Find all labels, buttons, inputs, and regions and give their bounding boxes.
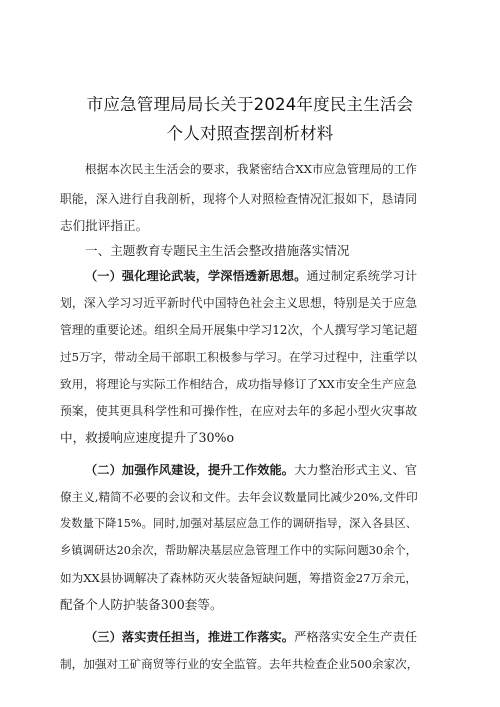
section-heading: 一、主题教育专题民主生活会整改措施落实情况 — [85, 243, 350, 258]
item-2-first-line-rest: 大力整治形式主义、官 — [294, 463, 418, 477]
item-1-line: 中，救援响应速度提升了30%o — [60, 430, 235, 445]
item-1-first-line-rest: 通过制定系统学习计 — [306, 269, 418, 283]
item-2-line: 配备个人防护装备300套等。 — [60, 597, 223, 612]
item-2-first-line — [85, 457, 417, 483]
document-title-line-2: 个人对照查摆剖析材料 — [166, 124, 334, 143]
item-1-lead: （一）强化理论武装，学深悟透新思想。 — [85, 269, 307, 283]
item-3-line: 制，加强对工矿商贸等行业的安全监管。去年共检查企业500余家次， — [60, 657, 419, 671]
intro-line-1: 根据本次民主生活会的要求，我紧密结合XX市应急管理局的工作 — [85, 162, 417, 176]
item-2-line: 僚主义,精简不必要的会议和文件。去年会议数量同比减少20%,文件印 — [60, 490, 418, 504]
intro-line-2: 职能，深入进行自我剖析，现将个人对照检查情况汇报如下，恳请同 — [60, 192, 417, 206]
item-2-line: 发数量下降15%。同时,加强对基层应急工作的调研指导，深入各县区、 — [60, 517, 417, 530]
item-2-line: 如为XX县协调解决了森林防灭火装备短缺问题，筹措资金27万余元， — [60, 571, 417, 585]
item-3-lead: （三）落实责任担当，推进工作落实。 — [85, 630, 295, 644]
item-1-line: 划，深入学习习近平新时代中国特色社会主义思想，特别是关于应急 — [60, 296, 417, 310]
item-1-first-line — [85, 263, 417, 289]
intro-line-3: 志们批评指正。 — [60, 218, 149, 233]
item-2-line: 乡镇调研达20余次，帮助解决基层应急管理工作中的实际问题30余个， — [60, 544, 417, 557]
item-1-line: 过5万字，带动全局干部职工积极参与学习。在学习过程中，注重学以 — [60, 350, 417, 364]
item-1-line: 致用，将理论与实际工作相结合，成功指导修订了XX市安全生产应急 — [60, 377, 417, 391]
item-1-line: 预案，使其更具科学性和可操作性，在应对去年的多起小型火灾事故 — [60, 404, 417, 418]
item-3-first-line-rest: 严格落实安全生产责任 — [294, 630, 418, 644]
document-title-line-1: 市应急管理局局长关于2024年度民主生活会 — [86, 95, 414, 114]
item-2-lead: （二）加强作风建设，提升工作效能。 — [85, 463, 295, 477]
item-1-line: 管理的重要论述。组织全局开展集中学习12次，个人撰写学习笔记超 — [60, 323, 418, 337]
item-3-first-line — [85, 624, 417, 650]
